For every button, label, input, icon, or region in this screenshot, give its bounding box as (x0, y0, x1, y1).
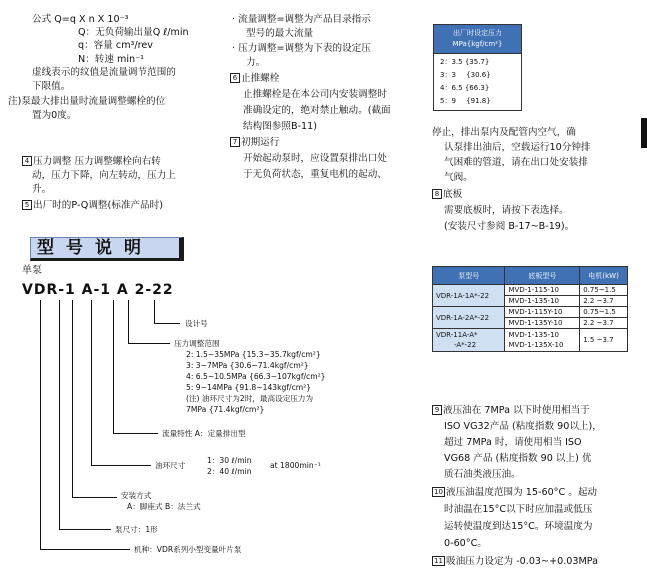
table-row (433, 285, 628, 296)
section-number: 7 (230, 137, 240, 147)
base-cell: MVD-1-135-10 (505, 296, 580, 307)
pressure-opt-5: 5: 9~14MPa {91.8~143kgf/cm²} (186, 383, 312, 392)
pump-cell (433, 329, 505, 352)
displacement-def: q：容量 cm³/rev (78, 40, 153, 51)
mount-options: A：脚座式 B：法兰式 (127, 502, 201, 511)
right-para-2: 认泵排出油后，空载运行10分钟排 (444, 142, 591, 153)
section-7-line1: 开始起动泵时，应设置泵排出口处 (243, 153, 387, 164)
leader-line (154, 323, 180, 324)
section-number: 9 (432, 405, 442, 415)
motor-cell: 2.2 ~3.7 (580, 296, 628, 307)
design-no-label: 设计号 (185, 319, 208, 328)
row-code: 3：3 (440, 71, 456, 79)
pressure-opt-2: 2: 1.5~35MPa {15.3~35.7kgf/cm²} (186, 350, 321, 359)
section-number: 10 (432, 487, 445, 497)
table-row (433, 307, 628, 318)
right-para-4: 气阀。 (444, 172, 473, 183)
pump-cell: VDR-1A-2A*-22 (433, 307, 505, 329)
section-10-line3: 运转使温度到达15°C。环境温度为 (444, 521, 593, 532)
section-8-title: 底板 (443, 189, 463, 200)
row-value: {66.3} (464, 84, 490, 92)
row-code: 5：9 (440, 97, 456, 105)
pressure-table-body (434, 54, 522, 111)
col-base-model: 底板型号 (505, 267, 580, 285)
section-5-title: 出厂时的P-Q调整(标准产品时) (33, 200, 163, 211)
motor-cell: 0.75~1.5 (580, 285, 628, 296)
ring-opt-1: 1：30 ℓ/min (207, 456, 252, 465)
leader-line (91, 300, 92, 466)
speed-def: N：转速 min⁻¹ (78, 54, 145, 65)
pressure-table (433, 24, 522, 111)
col-pump-model: 泵型号 (433, 267, 505, 285)
base-cell (505, 329, 580, 352)
section-6-line2: 准确设定的，绝对禁止触动。(截面 (243, 105, 391, 116)
section-4-line3: 升。 (32, 184, 52, 195)
section-11-line1: 吸油压力设定为 -0.03~+0.03MPa (446, 556, 598, 567)
section-9-line4: VG68 产品 (粘度指数 90 以上) 优 (444, 453, 592, 464)
right-para-3: 气困难的管道，请在出口处安装排 (444, 157, 588, 168)
dashed-note-1: 虚线表示的纹值是流量调节范围的 (32, 67, 176, 78)
base-line-2: MVD-1-135X-10 (508, 341, 564, 349)
leader-line (72, 497, 117, 498)
section-10-line4: 0-60°C。 (444, 538, 487, 549)
section-7-title: 初期运行 (241, 137, 280, 148)
motor-cell: 0.75~1.5 (580, 307, 628, 318)
motor-cell: 2.2 ~3.7 (580, 318, 628, 329)
motor-cell: 1.5 ~3.7 (580, 329, 628, 352)
series-label: 机种：VDR系列小型变量叶片泵 (134, 545, 242, 554)
flow-char-label: 流量特性 A：定量排出型 (162, 429, 246, 438)
section-5 (22, 199, 163, 212)
leader-line (72, 300, 73, 498)
section-10-line2: 时油温在15°C以下时应加温或低压 (444, 504, 593, 515)
pump-line-2: -A*-22 (454, 341, 477, 349)
pump-cell: VDR-1A-1A*-22 (433, 285, 505, 307)
model-banner (30, 237, 184, 261)
single-pump-label: 单泵 (22, 265, 42, 276)
bullet-flow-1: · 流量调整=调整为产品目录指示 (232, 14, 371, 25)
section-9-line3: 超过 7MPa 时，请使用相当 ISO (444, 437, 582, 448)
row-value: {30.6} (466, 71, 491, 79)
row-code: 2：3.5 (440, 58, 463, 66)
section-number: 5 (22, 200, 32, 210)
banner-text: 型号说明 (37, 238, 153, 258)
section-6-line1: 止推螺栓是在本公司内安装调整时 (243, 89, 387, 100)
section-7-line2: 于无负荷状态，重复电机的起动、 (243, 169, 387, 180)
pressure-note-2: 7MPa {71.4kgf/cm²} (186, 405, 265, 414)
leader-line (40, 300, 41, 550)
section-4-line1: 压力调整 压力调整螺栓向右转 (33, 156, 161, 167)
ring-speed: at 1800min⁻¹ (270, 461, 321, 470)
note-line-1: 注)泵最大排出量时流量调整螺栓的位 (8, 96, 166, 107)
base-cell: MVD-1-135Y-10 (505, 318, 580, 329)
base-line-1: MVD-1-135-10 (508, 331, 559, 339)
model-code: VDR-1 A-1 A 2-22 (22, 282, 174, 298)
section-number: 11 (432, 556, 445, 566)
dashed-note-2: 下限值。 (32, 81, 71, 92)
section-number: 6 (230, 73, 240, 83)
header-line-1: 出厂时设定压力 (453, 29, 502, 37)
bullet-flow-2: 型号的最大流量 (246, 28, 314, 39)
pump-line-1: VDR-11A-A* (436, 331, 478, 339)
base-cell: MVD-1-115-10 (505, 285, 580, 296)
section-9-line2: ISO VG32产品 (粘度指数 90以上)， (444, 421, 602, 432)
pressure-range-title: 压力调整范围 (174, 339, 220, 348)
leader-line (59, 300, 60, 530)
section-8-line2: (安装尺寸参阅 B-17~B-19)。 (444, 221, 575, 232)
base-plate-table (432, 266, 628, 352)
right-para-1: 停止，排出泵内及配管内空气，确 (432, 127, 576, 138)
table-row (440, 95, 515, 108)
row-value: {35.7} (464, 58, 490, 66)
flow-def: Q：无负荷输出量Q ℓ/min (78, 27, 189, 38)
leader-line (59, 529, 111, 530)
section-6-title: 止推螺栓 (241, 73, 280, 84)
row-value: {91.8} (466, 97, 491, 105)
section-8-line1: 需要底板时，请按下表选择。 (444, 205, 569, 216)
mount-title: 安装方式 (121, 491, 152, 500)
pressure-note-1: (注) 油环尺寸为2时，最高设定压力为 (186, 394, 314, 403)
table-row (440, 69, 515, 82)
leader-line (40, 549, 130, 550)
leader-line (128, 343, 170, 344)
table-row (440, 56, 515, 69)
ring-size-label: 油环尺寸 (155, 461, 186, 470)
bullet-pressure-1: · 压力调整=调整为下表的设定压 (232, 43, 371, 54)
section-6-line3: 结构图参照B-11) (243, 121, 317, 132)
leader-line (128, 300, 129, 344)
col-motor: 电机(kW) (580, 267, 628, 285)
pump-size-label: 泵尺寸：1形 (115, 525, 158, 534)
header-line-2: MPa{kgf/cm²} (452, 40, 503, 48)
ring-opt-2: 2：40 ℓ/min (207, 467, 252, 476)
section-9-line1: 液压油在 7MPa 以下时使用相当于 (443, 405, 590, 416)
bullet-pressure-2: 力。 (246, 57, 266, 68)
note-line-2: 置为0度。 (32, 110, 77, 121)
section-10-line1: 液压油温度范围为 15-60°C 。起动 (446, 487, 598, 498)
section-9-line5: 质石油类液压油。 (444, 469, 521, 480)
page-edge-marker (641, 118, 647, 148)
pressure-opt-3: 3: 3~7MPa {30.6~71.4kgf/cm²} (186, 361, 309, 370)
pressure-opt-4: 4: 6.5~10.5MPa {66.3~107kgf/cm²} (186, 372, 326, 381)
leader-line (91, 465, 151, 466)
pressure-table-header (434, 25, 522, 54)
leader-line (154, 300, 155, 324)
formula-line: 公式 Q=q X n X 10⁻³ (32, 14, 129, 25)
table-row (440, 82, 515, 95)
base-cell: MVD-1-115Y-10 (505, 307, 580, 318)
row-code: 4：6.5 (440, 84, 463, 92)
section-number: 8 (432, 189, 442, 199)
leader-line (113, 300, 114, 434)
section-number: 4 (22, 156, 32, 166)
section-4-line2: 动，压力下降，向左转动，压力上 (32, 170, 176, 181)
table-row (433, 329, 628, 352)
leader-line (113, 433, 158, 434)
